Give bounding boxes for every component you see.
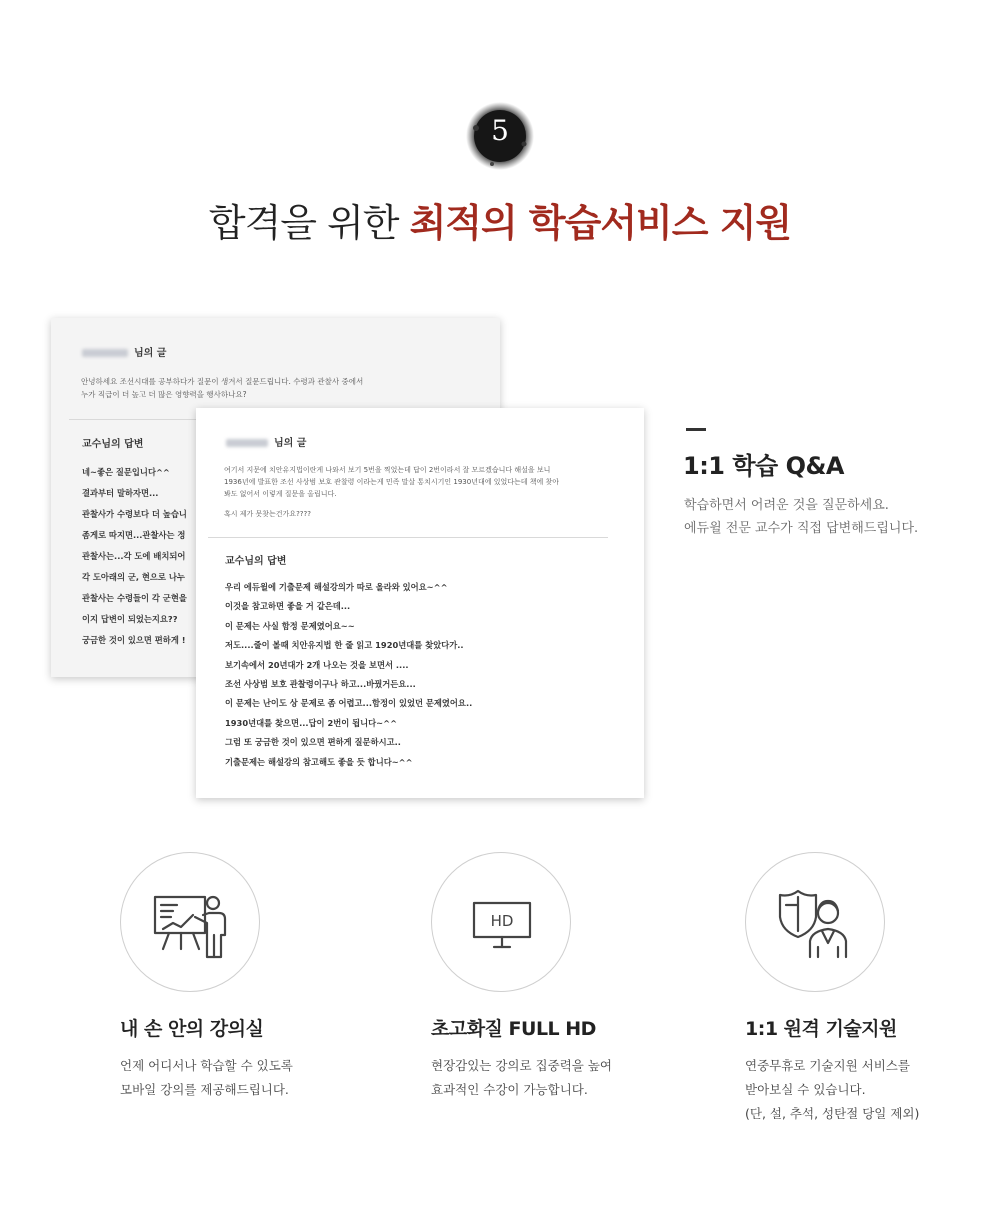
feature-description: 연중무휴로 기술지원 서비스를 받아보실 수 있습니다. (단, 설, 추석, 성탄절 당일 제외): [745, 1058, 920, 1121]
card-question: 안녕하세요 조선시대를 공부하다가 질문이 생겨서 질문드립니다. 수령과 관찰사 중에서 누가 직급이 더 높고 더 많은 영향력을 행사하나요?: [81, 377, 364, 399]
answer-list: [225, 581, 625, 775]
answer-line: 1930년대를 찾으면...답이 2번이 됩니다~^^: [225, 717, 398, 728]
feature-title: 내 손 안의 강의실: [120, 1018, 264, 1040]
answer-line: 이 문제는 사실 함정 문제였어요~~: [225, 620, 355, 631]
answer-line: 관찰사는 수령들이 각 군현을: [82, 593, 187, 603]
blurred-username: [226, 439, 268, 447]
title-accent: 최적의 학습서비스 지원: [409, 200, 792, 245]
answer-line: 좀게로 따지면...관찰사는 정: [82, 530, 186, 540]
answer-line: 궁금한 것이 있으면 편하게 !: [82, 635, 186, 645]
feature-icon-circle: [745, 852, 885, 992]
answer-line: 우리 에듀윌에 기출문제 해설강의가 따로 올라와 있어요~^^: [225, 582, 448, 592]
card-author: 님의 글: [226, 434, 306, 449]
answer-line: 저도....줄이 볼때 치안유지법 한 줄 읽고 1920년대를 찾았다가..: [225, 640, 464, 651]
qa-title: 1:1 학습 Q&A: [683, 452, 844, 480]
feature-icon-circle: [120, 852, 260, 992]
hd-label: HD: [490, 912, 514, 930]
answer-line: 네~좋은 질문입니다^^: [82, 467, 170, 477]
answer-line: 이지 답변이 되었는지요??: [82, 614, 178, 624]
answer-line: 이 문제는 난이도 상 문제로 좀 어렵고...함정이 있었던 문제였어요..: [225, 698, 473, 709]
tech-support-icon: [776, 883, 856, 963]
feature-description: 언제 어디서나 학습할 수 있도록 모바일 강의를 제공해드립니다.: [120, 1058, 293, 1097]
answer-line: 그럼 또 궁금한 것이 있으면 편하게 질문하시고..: [225, 737, 401, 748]
qa-description: 학습하면서 어려운 것을 질문하세요. 에듀윌 전문 교수가 직접 답변해드립니다.: [684, 498, 919, 536]
answer-title: 교수님의 답변: [82, 439, 144, 450]
feature-title: 초고화질 FULL HD: [431, 1018, 596, 1040]
card-question: 여기서 지문에 치안유지법이란게 나와서 보기 5번을 찍었는데 답이 2번이라서 잘 모르겠습니다 해설을 보니 1936년에 발표한 조선 사상범 보호 관찰령 이라는게 민족 말살 통치시기인 1930년대에 있었다는데 책에 찾아 봐도 없어서 이렇게 질문을 올립니다. 혹시 제가 못찾는건가요????: [224, 466, 560, 518]
page-title: [0, 192, 1000, 247]
answer-line: 결과부터 말하자면...: [82, 488, 159, 498]
answer-line: 보기속에서 20년대가 2개 나오는 것을 보면서 ....: [225, 659, 409, 670]
answer-title: 교수님의 답변: [225, 556, 287, 567]
answer-line: 관찰사는...각 도에 배치되어: [82, 551, 186, 561]
step-number: 5: [491, 114, 509, 147]
blurred-username: [82, 349, 128, 357]
answer-line: 기출문제는 해설강의 참고해도 좋을 듯 합니다~^^: [225, 756, 413, 767]
feature-description: 현장감있는 강의로 집중력을 높여 효과적인 수강이 가능합니다.: [431, 1058, 612, 1097]
qa-card-front: [196, 408, 644, 798]
card-divider: [208, 537, 608, 538]
feature-icon-circle: [431, 852, 571, 992]
qa-accent-bar: [686, 428, 706, 431]
answer-line: 이것을 참고하면 좋을 거 같은데...: [225, 601, 351, 612]
answer-line: 조선 사상범 보호 관찰령이구나 하고...바꿨거든요...: [225, 678, 416, 689]
hd-monitor-icon: [462, 883, 542, 963]
card-author: 님의 글: [82, 344, 166, 359]
lecture-room-icon: [151, 883, 231, 963]
answer-list: [82, 466, 196, 655]
title-plain: 합격을 위한: [208, 201, 410, 245]
answer-line: 관찰사가 수령보다 더 높습니: [82, 509, 187, 519]
feature-title: 1:1 원격 기술지원: [745, 1018, 897, 1040]
answer-line: 각 도아래의 군, 현으로 나누: [82, 572, 185, 582]
